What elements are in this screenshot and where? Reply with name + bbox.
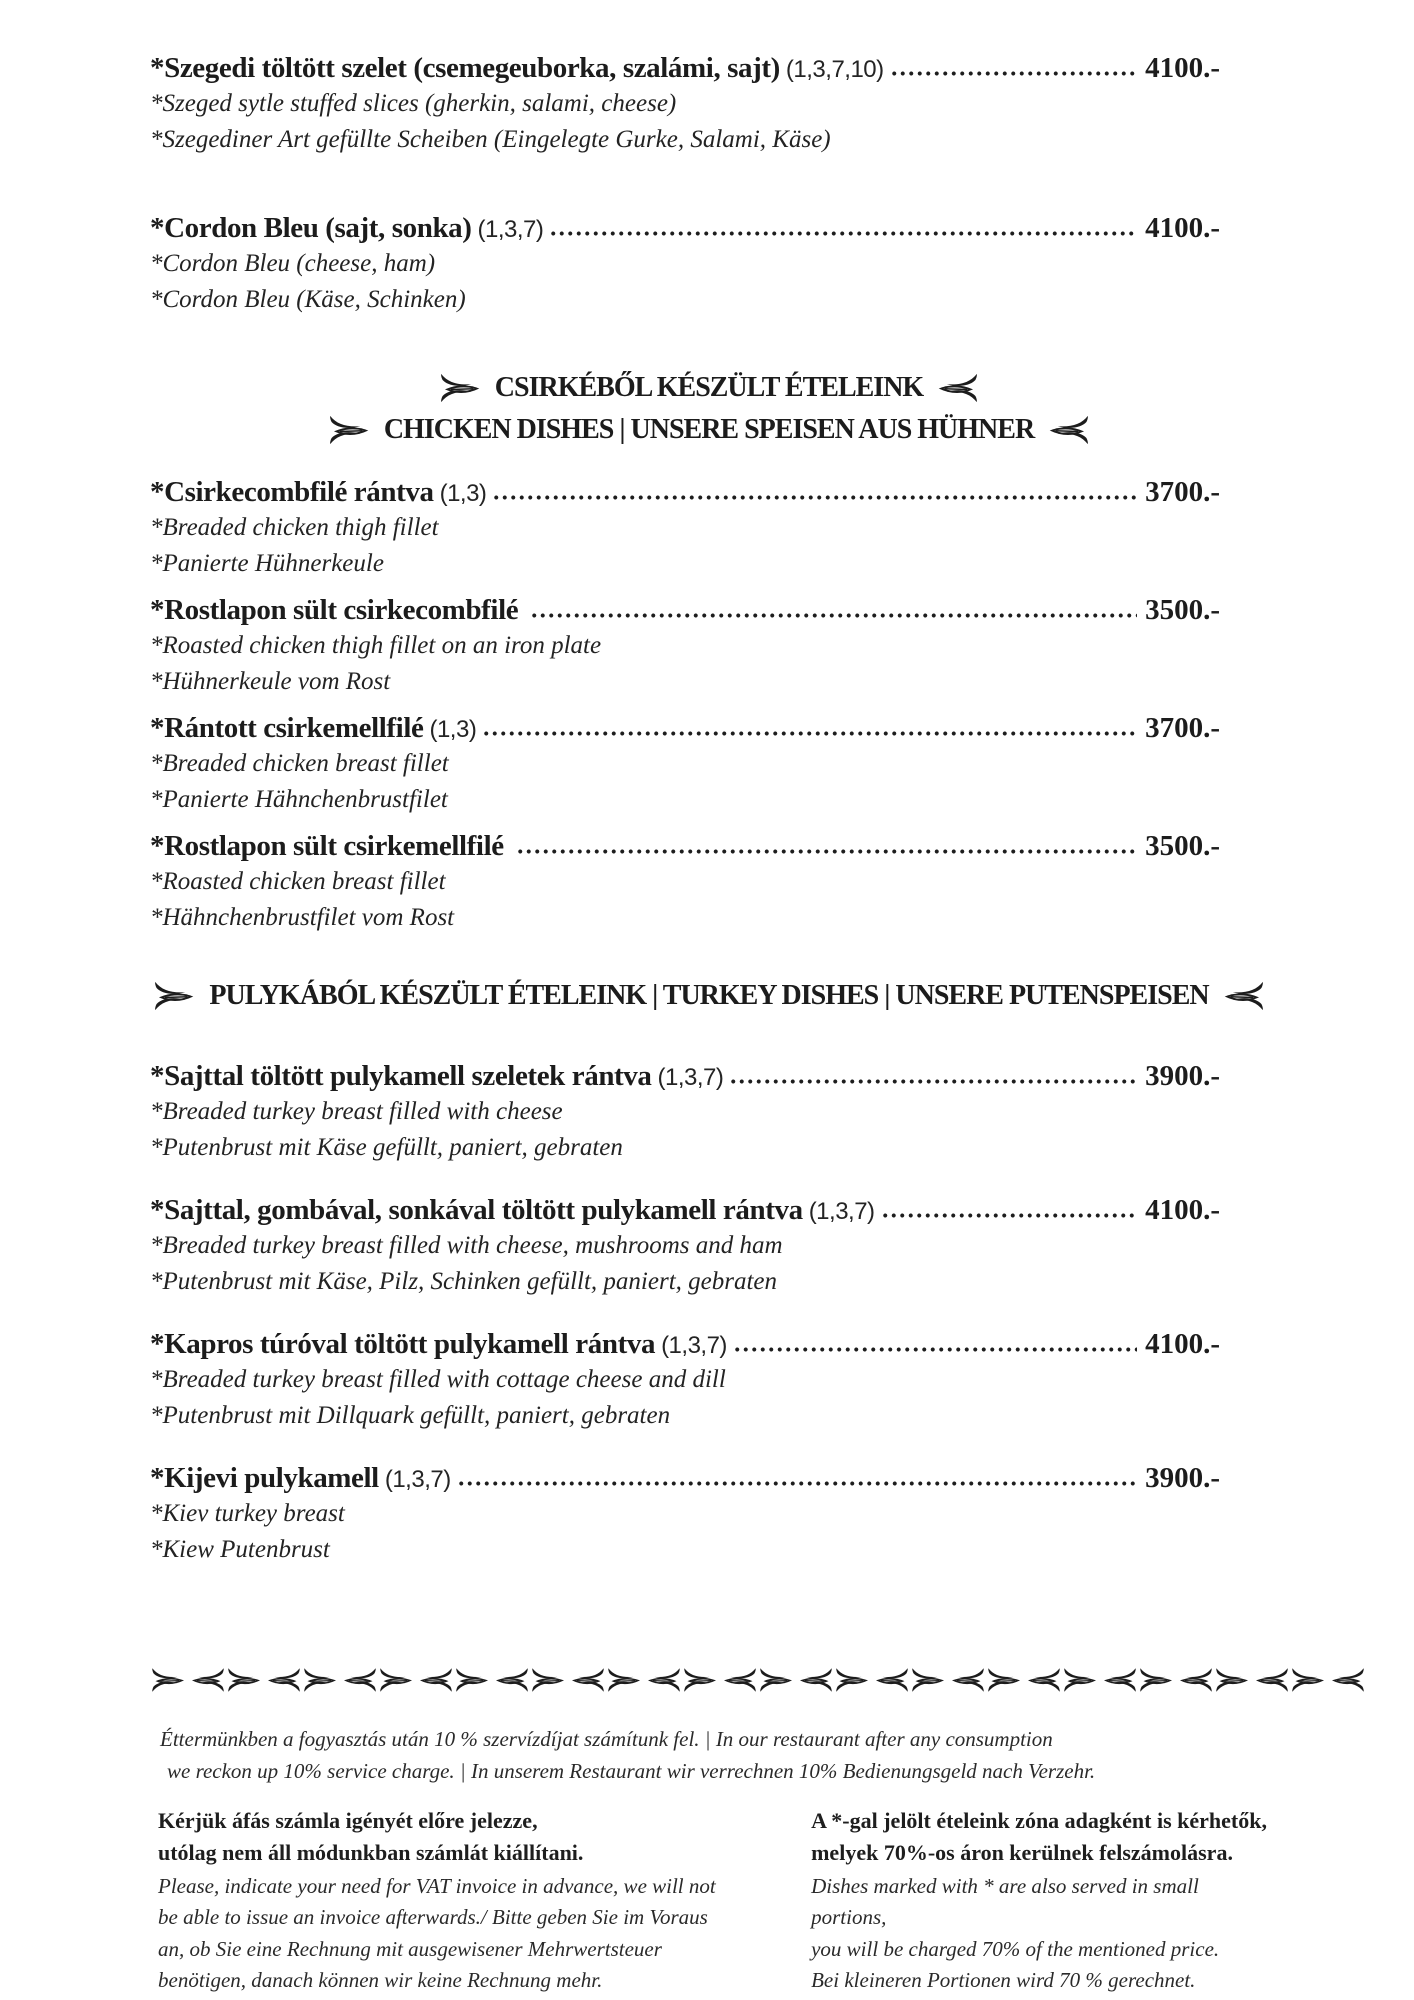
portion-note-bold-hu: melyek 70%-os áron kerülnek felszámolásra. (811, 1839, 1233, 1865)
dish-translation-en: *Szeged sytle stuffed slices (gherkin, salami, cheese) (150, 90, 677, 117)
allergen-codes: (1,3,7) (808, 1198, 875, 1225)
dish-price: 4100.- (1145, 1328, 1220, 1360)
vat-note-bold-hu: Kérjük áfás számla igényét előre jelezze, (158, 1808, 538, 1833)
section-header-turkey (150, 980, 1268, 1012)
dish-translation-en: *Breaded chicken breast fillet (150, 750, 449, 777)
dish-price: 3500.- (1145, 594, 1220, 626)
dish-translation-en: *Roasted chicken thigh fillet on an iron plate (150, 632, 602, 659)
menu-item (150, 1328, 1268, 1432)
dot-leader (492, 493, 1137, 502)
divider-fleuron-pair-icon (150, 1663, 226, 1697)
footer-notes (150, 1805, 1268, 1997)
fleuron-left-icon (437, 372, 483, 404)
dot-leader (549, 229, 1137, 238)
divider-fleuron-pair-icon (226, 1663, 302, 1697)
dot-leader (482, 729, 1137, 738)
allergen-codes: (1,3,7,10) (785, 56, 884, 83)
allergen-codes: (1,3) (439, 480, 487, 507)
section-header-en-de (150, 414, 1268, 446)
section-title: PULYKÁBÓL KÉSZÜLT ÉTELEINK | TURKEY DISHES | UNSERE PUTENSPEISEN (209, 980, 1209, 1011)
menu-item (150, 830, 1268, 934)
dot-leader (890, 69, 1137, 78)
menu-item (150, 52, 1268, 156)
dish-translation-de: *Szegediner Art gefüllte Scheiben (Eingelegte Gurke, Salami, Käse) (150, 125, 831, 153)
dish-price: 3700.- (1145, 712, 1220, 744)
divider-fleuron-pair-icon (530, 1663, 606, 1697)
dot-leader (881, 1211, 1138, 1220)
fleuron-right-icon (1221, 980, 1267, 1012)
dish-translation-en: *Breaded turkey breast filled with cottage cheese and dill (150, 1366, 726, 1393)
dish-translation-de: *Panierte Hähnchenbrustfilet (150, 785, 448, 813)
allergen-codes: (1,3,7) (657, 1064, 724, 1091)
dish-translation-en: *Cordon Bleu (cheese, ham) (150, 250, 436, 277)
fleuron-left-icon (326, 414, 372, 446)
dot-leader (457, 1479, 1137, 1488)
section-title: CHICKEN DISHES | UNSERE SPEISEN AUS HÜHNER (383, 414, 1035, 445)
dot-leader (733, 1345, 1137, 1354)
divider-fleuron-pair-icon (986, 1663, 1062, 1697)
section-title: CSIRKÉBŐL KÉSZÜLT ÉTELEINK (494, 372, 924, 403)
dish-name: *Rostlapon sült csirkecombfilé (150, 594, 519, 626)
menu-item (150, 1462, 1268, 1566)
dish-translation-de: *Kiew Putenbrust (150, 1535, 330, 1563)
dish-translation-en: *Breaded turkey breast filled with cheese, mushrooms and ham (150, 1232, 783, 1259)
section-stuffed-dishes (150, 52, 1268, 316)
dot-leader (729, 1077, 1137, 1086)
fleuron-left-icon (151, 980, 197, 1012)
service-charge-line: Éttermünkben a fogyasztás után 10 % szervízdíjat számítunk fel. | In our restaurant after any consumption (160, 1727, 1053, 1751)
dish-translation-en: *Breaded turkey breast filled with cheese (150, 1098, 563, 1125)
allergen-codes: (1,3) (429, 716, 477, 743)
dish-name: *Cordon Bleu (sajt, sonka) (150, 212, 472, 244)
menu-item (150, 476, 1268, 580)
dish-name: *Kapros túróval töltött pulykamell rántva (150, 1328, 656, 1360)
dish-name: *Szegedi töltött szelet (csemegeuborka, szalámi, sajt) (150, 52, 780, 84)
portion-note-bold-hu: A *-gal jelölt ételeink zóna adagként is kérhetők, (811, 1808, 1267, 1833)
section-chicken-dishes (150, 372, 1268, 934)
dish-price: 3700.- (1145, 476, 1220, 508)
dish-name: *Sajttal, gombával, sonkával töltött pulykamell rántva (150, 1194, 803, 1226)
vat-note-translation: Please, indicate your need for VAT invoice in advance, we will not be able to issue an invoice afterwards./ Bitte geben Sie im Voraus an, ob Sie eine Rechnung mit ausgewisener Mehrwertsteuer benötigen, danach können wir keine Rechnung mehr. (158, 1873, 716, 1993)
allergen-codes: (1,3,7) (384, 1466, 451, 1493)
divider-fleuron-pair-icon (758, 1663, 834, 1697)
divider-fleuron-pair-icon (1138, 1663, 1214, 1697)
vat-note-bold-hu: utólag nem áll módunkban számlát kiállítani. (158, 1839, 584, 1865)
divider-fleuron-pair-icon (606, 1663, 682, 1697)
dish-price: 4100.- (1145, 212, 1220, 244)
divider-fleuron-pair-icon (834, 1663, 910, 1697)
dish-translation-de: *Hühnerkeule vom Rost (150, 667, 391, 695)
dish-name: *Kijevi pulykamell (150, 1462, 379, 1494)
menu-item (150, 712, 1268, 816)
menu-item (150, 212, 1268, 316)
divider-fleuron-pair-icon (682, 1663, 758, 1697)
divider-fleuron-pair-icon (1290, 1663, 1366, 1697)
allergen-codes: (1,3,7) (477, 216, 544, 243)
menu-item (150, 1194, 1268, 1298)
divider-fleuron-pair-icon (302, 1663, 378, 1697)
dish-price: 3900.- (1145, 1060, 1220, 1092)
vat-invoice-note (158, 1805, 729, 1997)
small-portion-note (811, 1805, 1268, 1997)
dish-translation-en: *Kiev turkey breast (150, 1500, 345, 1527)
fleuron-right-icon (1046, 414, 1092, 446)
dish-name: *Csirkecombfilé rántva (150, 476, 434, 508)
dish-price: 3500.- (1145, 830, 1220, 862)
ornament-divider (150, 1662, 1268, 1698)
dish-name: *Rostlapon sült csirkemellfilé (150, 830, 504, 862)
fleuron-right-icon (935, 372, 981, 404)
dish-name: *Sajttal töltött pulykamell szeletek rántva (150, 1060, 652, 1092)
dot-leader (516, 847, 1137, 856)
dish-translation-de: *Putenbrust mit Dillquark gefüllt, paniert, gebraten (150, 1401, 671, 1429)
dish-price: 4100.- (1145, 52, 1220, 84)
dish-name: *Rántott csirkemellfilé (150, 712, 424, 744)
divider-fleuron-pair-icon (378, 1663, 454, 1697)
portion-note-translation: Bei kleineren Portionen wird 70 % gerechnet. (811, 1968, 1196, 1993)
dish-price: 4100.- (1145, 1194, 1220, 1226)
service-charge-line: we reckon up 10% service charge. | In unserem Restaurant wir verrechnen 10% Bedienungsgeld nach Verzehr. (167, 1758, 1096, 1783)
dot-leader (530, 611, 1137, 620)
divider-fleuron-pair-icon (1214, 1663, 1290, 1697)
dish-translation-en: *Roasted chicken breast fillet (150, 868, 446, 895)
section-header-hu (150, 372, 1268, 404)
section-turkey-dishes (150, 980, 1268, 1566)
divider-fleuron-pair-icon (454, 1663, 530, 1697)
dish-translation-en: *Breaded chicken thigh fillet (150, 514, 439, 541)
divider-fleuron-pair-icon (1062, 1663, 1138, 1697)
portion-note-translation: Dishes marked with * are also served in small portions, (811, 1873, 1199, 1930)
dish-price: 3900.- (1145, 1462, 1220, 1494)
dish-translation-de: *Hähnchenbrustfilet vom Rost (150, 903, 455, 931)
portion-note-translation: you will be charged 70% of the mentioned price. (811, 1936, 1220, 1961)
divider-fleuron-pair-icon (910, 1663, 986, 1697)
dish-translation-de: *Putenbrust mit Käse, Pilz, Schinken gefüllt, paniert, gebraten (150, 1267, 778, 1295)
allergen-codes: (1,3,7) (661, 1332, 727, 1359)
menu-item (150, 1060, 1268, 1164)
menu-item (150, 594, 1268, 698)
service-charge-note (160, 1724, 1268, 1787)
dish-translation-de: *Cordon Bleu (Käse, Schinken) (150, 285, 466, 313)
dish-translation-de: *Panierte Hühnerkeule (150, 549, 384, 577)
dish-translation-de: *Putenbrust mit Käse gefüllt, paniert, gebraten (150, 1133, 623, 1161)
